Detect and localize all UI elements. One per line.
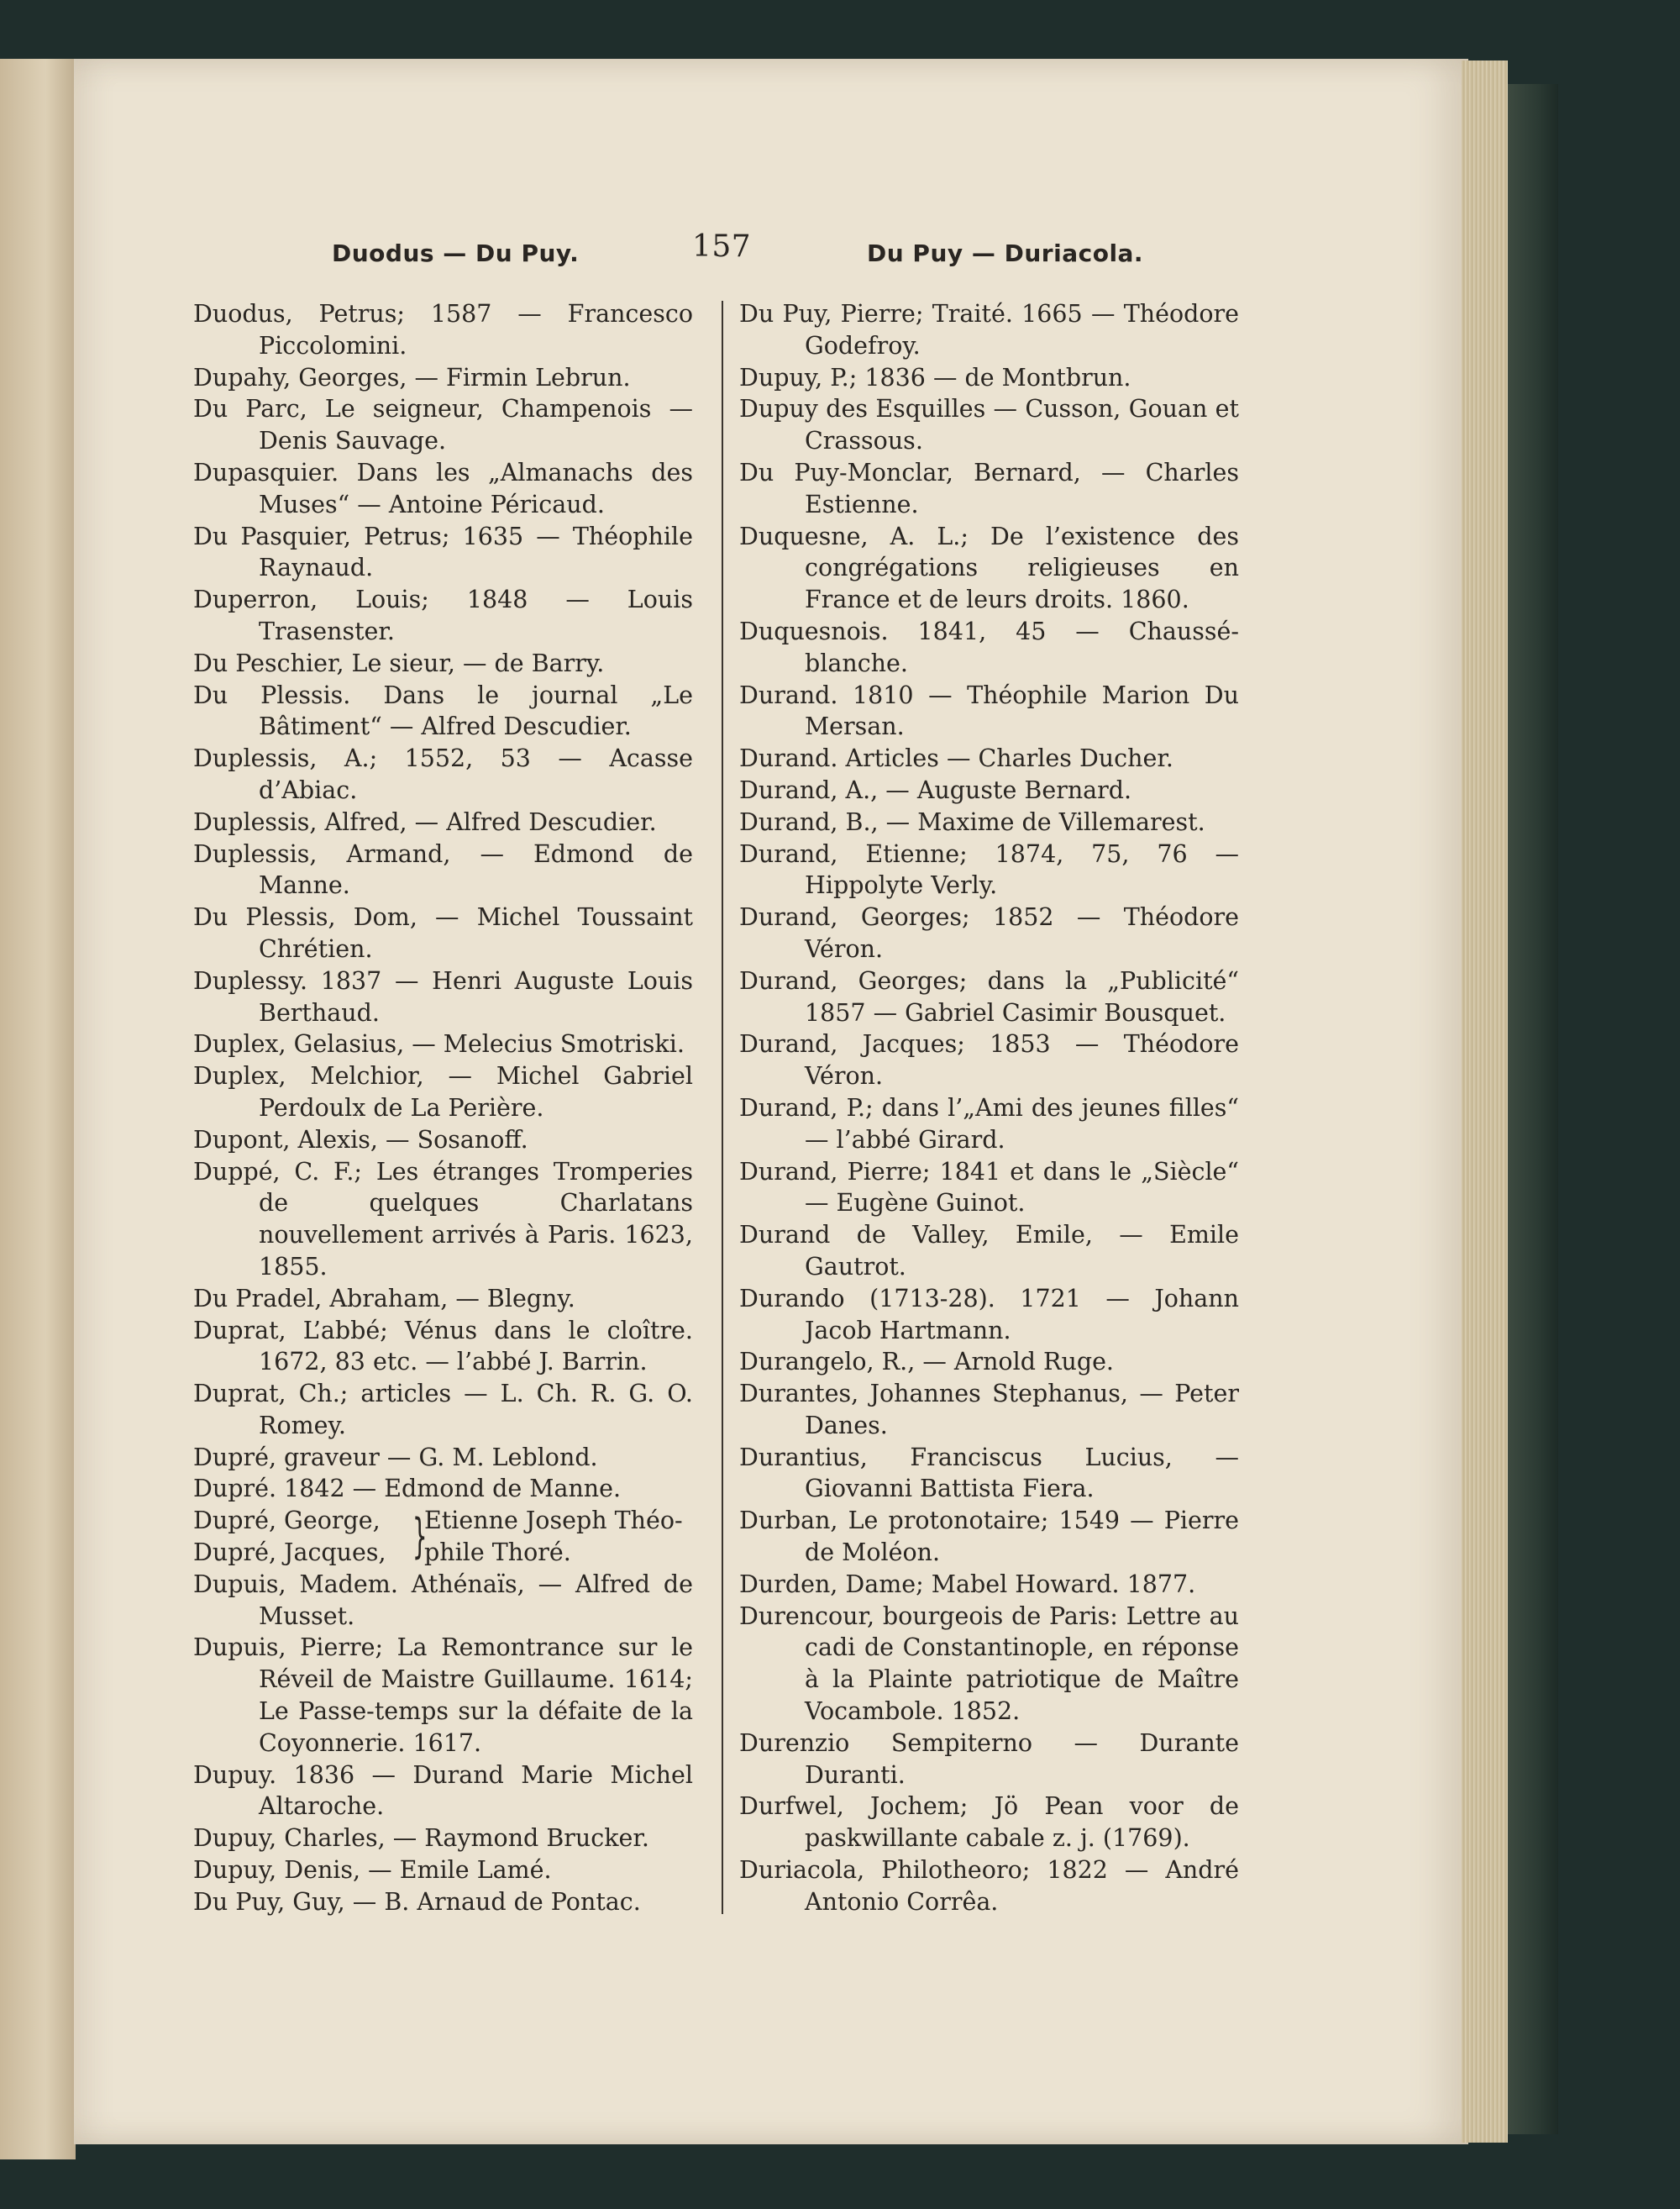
brace-icon: }	[412, 1509, 428, 1565]
index-entry: Durand, Jacques; 1853 — Théodore Véron.	[739, 1030, 1239, 1091]
running-header	[193, 229, 1369, 271]
index-entry: Durantes, Johannes Stephanus, — Peter Danes.	[739, 1380, 1239, 1439]
index-entry: Du Parc, Le seigneur, Champenois — Denis Sauvage.	[193, 395, 693, 455]
index-entry: Dupasquier. Dans les „Almanachs des Muses“ — Antoine Péricaud.	[193, 458, 693, 518]
index-entry: Duprat, L’abbé; Vénus dans le cloître. 1672, 83 etc. — l’abbé J. Barrin.	[193, 1316, 693, 1376]
index-entry: Durando (1713-28). 1721 — Johann Jacob Hartmann.	[739, 1284, 1239, 1344]
index-entry: Duplessy. 1837 — Henri Auguste Louis Berthaud.	[193, 966, 693, 1027]
index-entry: Duodus, Petrus; 1587 — Francesco Piccolomini.	[193, 300, 693, 360]
index-entry: Dupuy, Charles, — Raymond Brucker.	[193, 1824, 649, 1853]
index-entry: Dupuy, P.; 1836 — de Montbrun.	[739, 363, 1131, 392]
index-entry: Durand, P.; dans l’„Ami des jeunes filles“ — l’abbé Girard.	[739, 1093, 1239, 1154]
brace-name: Dupré, Jacques,	[193, 1538, 386, 1567]
index-entry: Durand, Georges; dans la „Publicité“ 1857 — Gabriel Casimir Bousquet.	[739, 966, 1239, 1027]
index-entry: Durand. 1810 — Théophile Marion Du Mersan.	[739, 681, 1239, 741]
brace-entry	[193, 1505, 693, 1569]
index-entry: Durand. Articles — Charles Ducher.	[739, 744, 1173, 773]
index-entry: Durand de Valley, Emile, — Emile Gautrot.	[739, 1221, 1239, 1281]
index-entry: Durand, Etienne; 1874, 75, 76 — Hippolyte Verly.	[739, 839, 1239, 900]
index-entry: Duquesne, A. L.; De l’existence des congrégations religieuses en France et de leurs droits. 1860.	[739, 522, 1239, 614]
index-entry: Duplex, Melchior, — Michel Gabriel Perdoulx de La Perière.	[193, 1062, 693, 1122]
index-entry: Dupont, Alexis, — Sosanoff.	[193, 1125, 528, 1154]
index-entry: Durenzio Sempiterno — Durante Duranti.	[739, 1728, 1239, 1789]
index-entry: Durantius, Franciscus Lucius, — Giovanni Battista Fiera.	[739, 1443, 1239, 1503]
brace-target	[424, 1505, 683, 1569]
index-entry: Durfwel, Jochem; Jö Pean voor de paskwillante cabale z. j. (1769).	[739, 1792, 1239, 1853]
page-number: 157	[692, 229, 752, 264]
page-stack-edge	[1462, 60, 1508, 2143]
index-entry: Dupuis, Madem. Athénaïs, — Alfred de Musset.	[193, 1570, 693, 1630]
index-entry: Dupré. 1842 — Edmond de Manne.	[193, 1475, 622, 1503]
index-entry: Durand, B., — Maxime de Villemarest.	[739, 807, 1205, 836]
index-entry: Durand, Georges; 1852 — Théodore Véron.	[739, 903, 1239, 963]
index-entry: Durangelo, R., — Arnold Ruge.	[739, 1348, 1114, 1376]
index-entry: Dupré, graveur — G. M. Leblond.	[193, 1443, 598, 1471]
index-entry: Duplessis, Alfred, — Alfred Descudier.	[193, 807, 657, 836]
index-entry: Durden, Dame; Mabel Howard. 1877.	[739, 1570, 1196, 1598]
index-entry: Du Plessis, Dom, — Michel Toussaint Chrétien.	[193, 903, 693, 963]
left-column	[193, 298, 693, 1918]
left-page-edge	[0, 59, 76, 2159]
index-entry: Duperron, Louis; 1848 — Louis Trasenster.	[193, 586, 693, 645]
index-entry: Durand, A., — Auguste Bernard.	[739, 776, 1132, 804]
index-entry: Duriacola, Philotheoro; 1822 — André Antonio Corrêa.	[739, 1856, 1239, 1916]
right-column	[739, 298, 1239, 1918]
index-entry: Dupuy, Denis, — Emile Lamé.	[193, 1856, 552, 1885]
index-entry: Durban, Le protonotaire; 1549 — Pierre de Moléon.	[739, 1507, 1239, 1567]
index-entry: Duquesnois. 1841, 45 — Chaussé-blanche.	[739, 617, 1239, 677]
index-entry: Duplessis, A.; 1552, 53 — Acasse d’Abiac.	[193, 744, 693, 804]
brace-target-line: Etienne Joseph Théo-	[424, 1507, 683, 1535]
column-divider	[722, 301, 723, 1914]
brace-target-line: phile Thoré.	[424, 1538, 571, 1567]
index-entry: Du Pasquier, Petrus; 1635 — Théophile Raynaud.	[193, 522, 693, 582]
brace-name: Dupré, George,	[193, 1507, 381, 1535]
index-entry: Du Plessis. Dans le journal „Le Bâtiment“ — Alfred Descudier.	[193, 681, 693, 741]
index-entry: Du Puy, Pierre; Traité. 1665 — Théodore Godefroy.	[739, 300, 1239, 360]
book-cover-edge	[1508, 84, 1558, 2134]
index-entry: Dupuy. 1836 — Durand Marie Michel Altaroche.	[193, 1760, 693, 1821]
index-entry: Durand, Pierre; 1841 et dans le „Siècle“ — Eugène Guinot.	[739, 1157, 1239, 1218]
index-entry: Duplessis, Armand, — Edmond de Manne.	[193, 839, 693, 900]
header-left: Duodus — Du Puy.	[332, 239, 580, 267]
index-entry: Dupuis, Pierre; La Remontrance sur le Réveil de Maistre Guillaume. 1614; Le Passe-temps sur la défaite de la Coyonnerie. 1617.	[193, 1633, 693, 1757]
index-entry: Du Puy-Monclar, Bernard, — Charles Estienne.	[739, 458, 1239, 518]
index-entry: Du Peschier, Le sieur, — de Barry.	[193, 649, 605, 677]
index-entry: Duprat, Ch.; articles — L. Ch. R. G. O. Romey.	[193, 1380, 693, 1439]
header-right: Du Puy — Duriacola.	[867, 239, 1144, 267]
index-entry: Dupuy des Esquilles — Cusson, Gouan et Crassous.	[739, 395, 1239, 455]
index-entry: Du Pradel, Abraham, — Blegny.	[193, 1284, 575, 1312]
index-entry: Du Puy, Guy, — B. Arnaud de Pontac.	[193, 1887, 641, 1916]
index-entry: Dupahy, Georges, — Firmin Lebrun.	[193, 363, 631, 392]
brace-names	[193, 1505, 386, 1569]
index-entry: Duppé, C. F.; Les étranges Tromperies de quelques Charlatans nouvellement arrivés à Paris. 1623, 1855.	[193, 1157, 693, 1281]
index-entry: Duplex, Gelasius, — Melecius Smotriski.	[193, 1030, 685, 1059]
index-entry: Durencour, bourgeois de Paris: Lettre au cadi de Constantinople, en réponse à la Plainte patriotique de Maître Vocambole. 1852.	[739, 1602, 1239, 1726]
